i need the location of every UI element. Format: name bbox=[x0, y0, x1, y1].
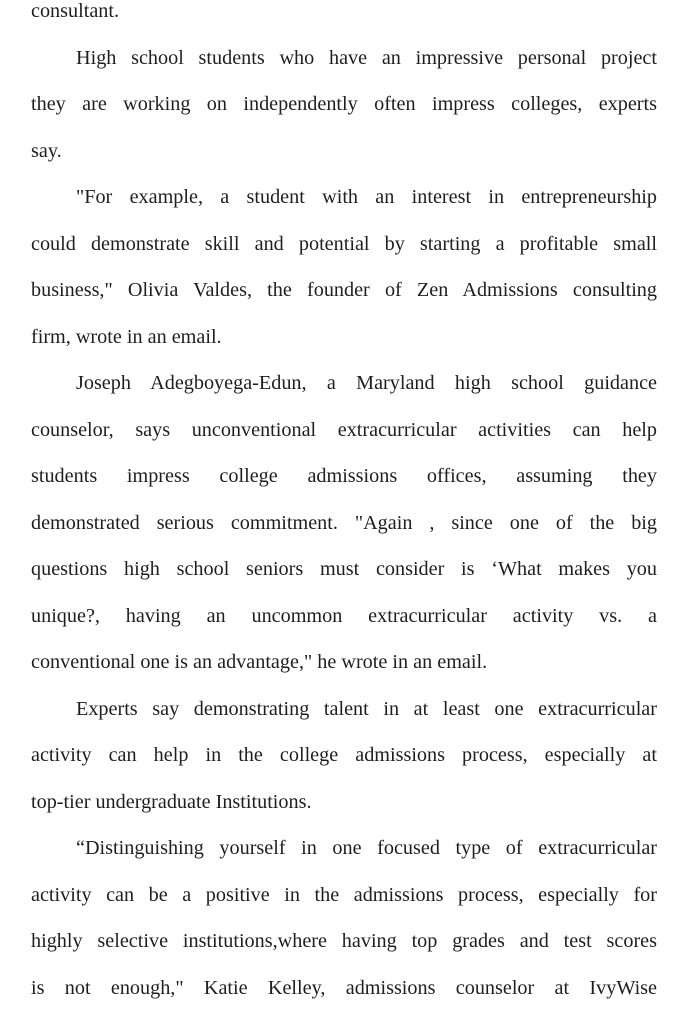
paragraph-3 bbox=[31, 360, 657, 686]
text-line: High school students who have an impressive personal project bbox=[76, 46, 657, 69]
text-line: questions high school seniors must consider is ‘What makes you bbox=[31, 558, 657, 580]
text-line: activity can help in the college admissions process, especially at bbox=[31, 744, 657, 766]
text-line: business," Olivia Valdes, the founder of Zen Admissions consulting bbox=[31, 279, 657, 301]
document-page bbox=[31, 0, 657, 1011]
paragraph-2 bbox=[31, 174, 657, 360]
text-line: say. bbox=[31, 139, 62, 162]
text-line: activity can be a positive in the admissions process, especially for bbox=[31, 883, 657, 906]
text-line: conventional one is an advantage," he wrote in an email. bbox=[31, 651, 488, 673]
text-line: students impress college admissions offices, assuming they bbox=[31, 465, 657, 487]
paragraph-0 bbox=[31, 0, 657, 35]
text-line: “Distinguishing yourself in one focused type of extracurricular bbox=[76, 837, 657, 859]
text-line: is not enough," Katie Kelley, admissions counselor at IvyWise bbox=[31, 976, 657, 999]
paragraph-1 bbox=[31, 35, 657, 175]
text-line: Experts say demonstrating talent in at least one extracurricular bbox=[76, 697, 657, 720]
text-line: consultant. bbox=[31, 0, 120, 22]
text-line: counselor, says unconventional extracurricular activities can help bbox=[31, 418, 657, 441]
text-line: Joseph Adegboyega-Edun, a Maryland high school guidance bbox=[76, 372, 657, 394]
text-line: unique?, having an uncommon extracurricular activity vs. a bbox=[31, 604, 657, 627]
paragraph-4 bbox=[31, 686, 657, 826]
text-line: "For example, a student with an interest in entrepreneurship bbox=[76, 186, 657, 208]
paragraph-5 bbox=[31, 825, 657, 1011]
text-line: could demonstrate skill and potential by starting a profitable small bbox=[31, 232, 657, 255]
text-line: top-tier undergraduate Institutions. bbox=[31, 790, 312, 813]
text-line: demonstrated serious commitment. "Again , since one of the big bbox=[31, 511, 657, 534]
text-line: they are working on independently often impress colleges, experts bbox=[31, 93, 657, 115]
text-line: highly selective institutions,where having top grades and test scores bbox=[31, 930, 657, 952]
text-line: firm, wrote in an email. bbox=[31, 325, 222, 348]
